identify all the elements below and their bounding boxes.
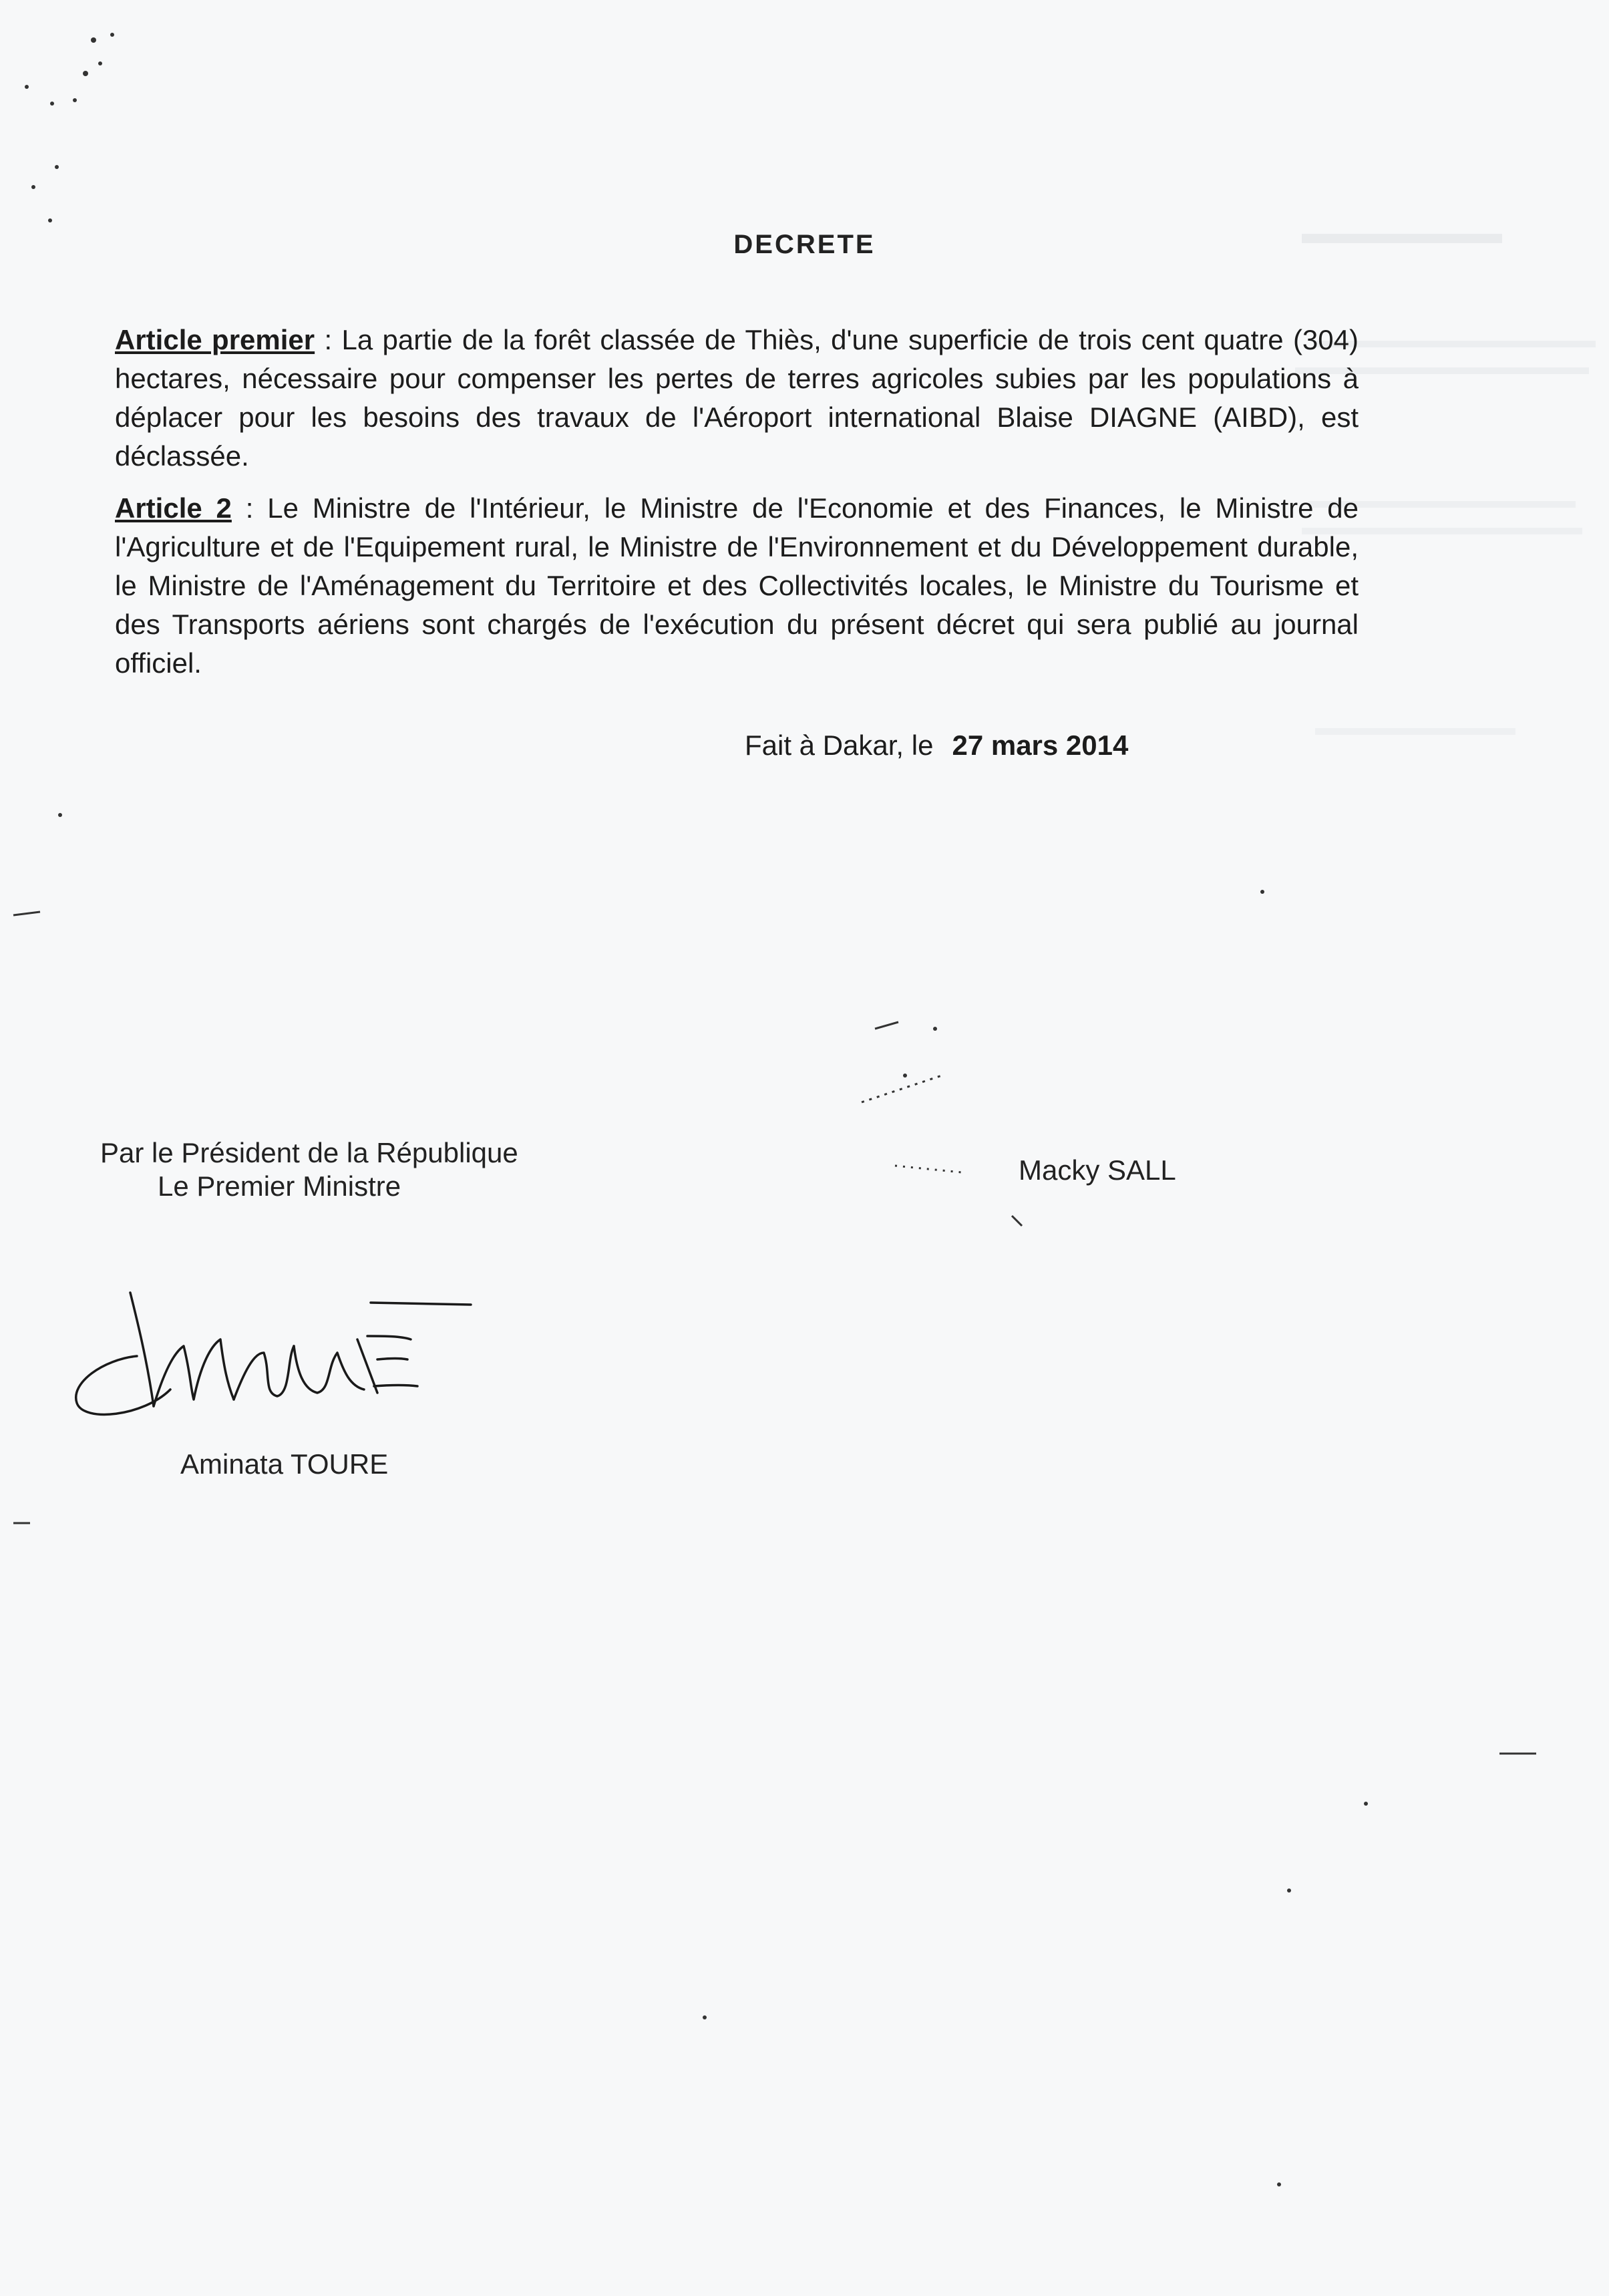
article-2-text: Le Ministre de l'Intérieur, le Ministre de l'Economie et des Finances, le Ministre de l'Agriculture et de l'Equipement rural, le Ministre de l'Environnement et du Développement durable, le Ministre de l'Aménagement du Territoire et des Collectivités locales, le Ministre du Tourisme et des Transports aériens sont chargés de l'exécution du présent décret qui sera publié au journal officiel. [115, 492, 1359, 679]
date-prefix: Fait à Dakar, le [745, 729, 934, 761]
prime-minister-title: Le Premier Ministre [158, 1170, 401, 1202]
president-name: Macky SALL [1019, 1154, 1176, 1186]
handwritten-signature [63, 1273, 478, 1446]
decree-title: DECRETE [733, 230, 876, 259]
article-premier [115, 321, 1359, 476]
article-2-label: Article 2 [115, 492, 232, 524]
by-president-line: Par le Président de la République [100, 1137, 518, 1168]
article-premier-text: La partie de la forêt classée de Thiès, d'une superficie de trois cent quatre (304) hectares, nécessaire pour compenser les pertes de terres agricoles subies par les populations à déplacer pour les besoins des travaux de l'Aéroport international Blaise DIAGNE (AIBD), est déclassée. [115, 324, 1359, 472]
article-premier-label: Article premier [115, 324, 315, 355]
prime-minister-name: Aminata TOURE [180, 1448, 389, 1480]
article-2-separator: : [231, 492, 268, 524]
date-line [745, 729, 1128, 762]
date-value: 27 mars 2014 [952, 729, 1129, 761]
article-2 [115, 489, 1359, 683]
article-premier-separator: : [315, 324, 342, 355]
